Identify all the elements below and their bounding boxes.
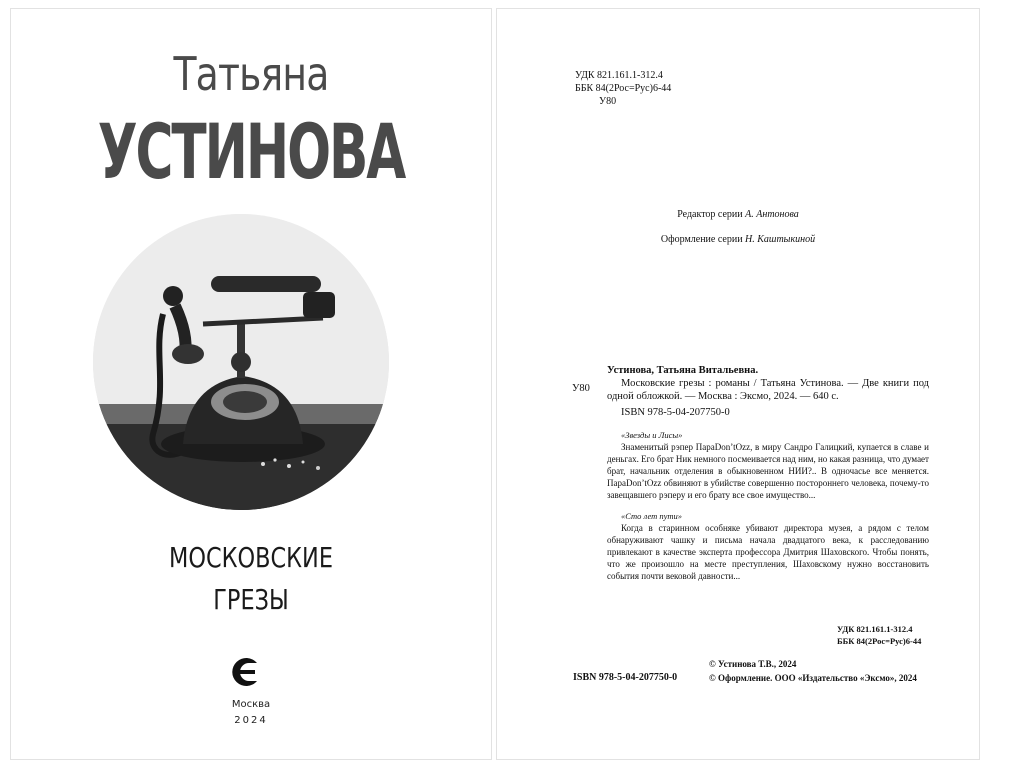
- book-title-line-1: МОСКОВСКИЕ: [169, 541, 333, 574]
- biblio-author-mark: У80: [572, 383, 590, 394]
- biblio-isbn: ISBN 978-5-04-207750-0: [621, 407, 730, 418]
- udc-footer-line: УДК 821.161.1-312.4: [837, 624, 913, 634]
- udc-footer: [837, 623, 921, 647]
- udc-line: УДК 821.161.1-312.4: [575, 70, 663, 81]
- series-design-label: Оформление серии: [660, 234, 743, 245]
- copyright-block: [709, 657, 917, 685]
- section-2-text: Когда в старинном особняке убивают директора музея, а рядом с телом обнаруживают чашку и письма начала двадцатого века, к расследованию привлекают в качестве эксперта профессора Дмитрия Шаховского. Чтобы понять, что же произошло на месте преступления, Шаховскому нужно восстановить события почти вековой давности...: [607, 523, 929, 581]
- series-editor-label: Редактор серии: [677, 209, 743, 220]
- eksmo-logo-icon: [227, 651, 263, 693]
- author-last-name: УСТИНОВА: [97, 107, 405, 196]
- cover-page: [10, 8, 492, 760]
- biblio-description: Московские грезы : романы / Татьяна Устинова. — Две книги под одной обложкой. — Москва : Эксмо, 2024. — 640 с.: [607, 378, 929, 402]
- bibliographic-record: [607, 364, 929, 582]
- author-first-name: Татьяна: [173, 47, 329, 101]
- cover-photo-telephone: [93, 214, 389, 510]
- imprint-page: [496, 8, 980, 760]
- series-design: [497, 233, 979, 246]
- series-editor-name: А. Антонова: [745, 209, 799, 220]
- biblio-author: Устинова, Татьяна Витальевна.: [607, 365, 759, 376]
- series-design-name: Н. Каштыкиной: [745, 234, 816, 245]
- publication-year: 2024: [234, 715, 268, 726]
- publisher-city: Москва: [231, 699, 271, 710]
- bbk-footer-line: ББК 84(2Рос=Рус)6-44: [837, 636, 922, 646]
- udc-header: [575, 69, 671, 108]
- bbk-line: ББК 84(2Рос=Рус)6-44: [575, 83, 672, 94]
- book-title-line-2: ГРЕЗЫ: [213, 583, 289, 616]
- annotation: [607, 429, 929, 582]
- vintage-telephone-illustration: [93, 214, 389, 510]
- book-title: [59, 537, 443, 621]
- author-mark-line: У80: [599, 96, 617, 107]
- section-2-title: «Сто лет пути»: [621, 511, 683, 521]
- isbn-footer: ISBN 978-5-04-207750-0: [573, 672, 678, 683]
- copyright-author: © Устинова Т.В., 2024: [709, 659, 797, 669]
- section-1-title: «Звезды и Лисы»: [621, 430, 683, 440]
- section-1-text: Знаменитый рэпер ПараDon’tOzz, в миру Сандро Галицкий, купается в славе и деньгах. Его брат Ник немного посмеивается над ним, но какая разница, что думает брат, начальник отделения в обыкновенном НИИ?.. В одночасье все меняется. ПараDon’tOzz обвиняют в убийстве совершенно постороннего человека, почему-то завещавшего рэперу и его брату все свое имущество...: [607, 442, 929, 500]
- copyright-design: © Оформление. ООО «Издательство «Эксмо», 2024: [709, 673, 917, 683]
- series-editor: [497, 208, 979, 221]
